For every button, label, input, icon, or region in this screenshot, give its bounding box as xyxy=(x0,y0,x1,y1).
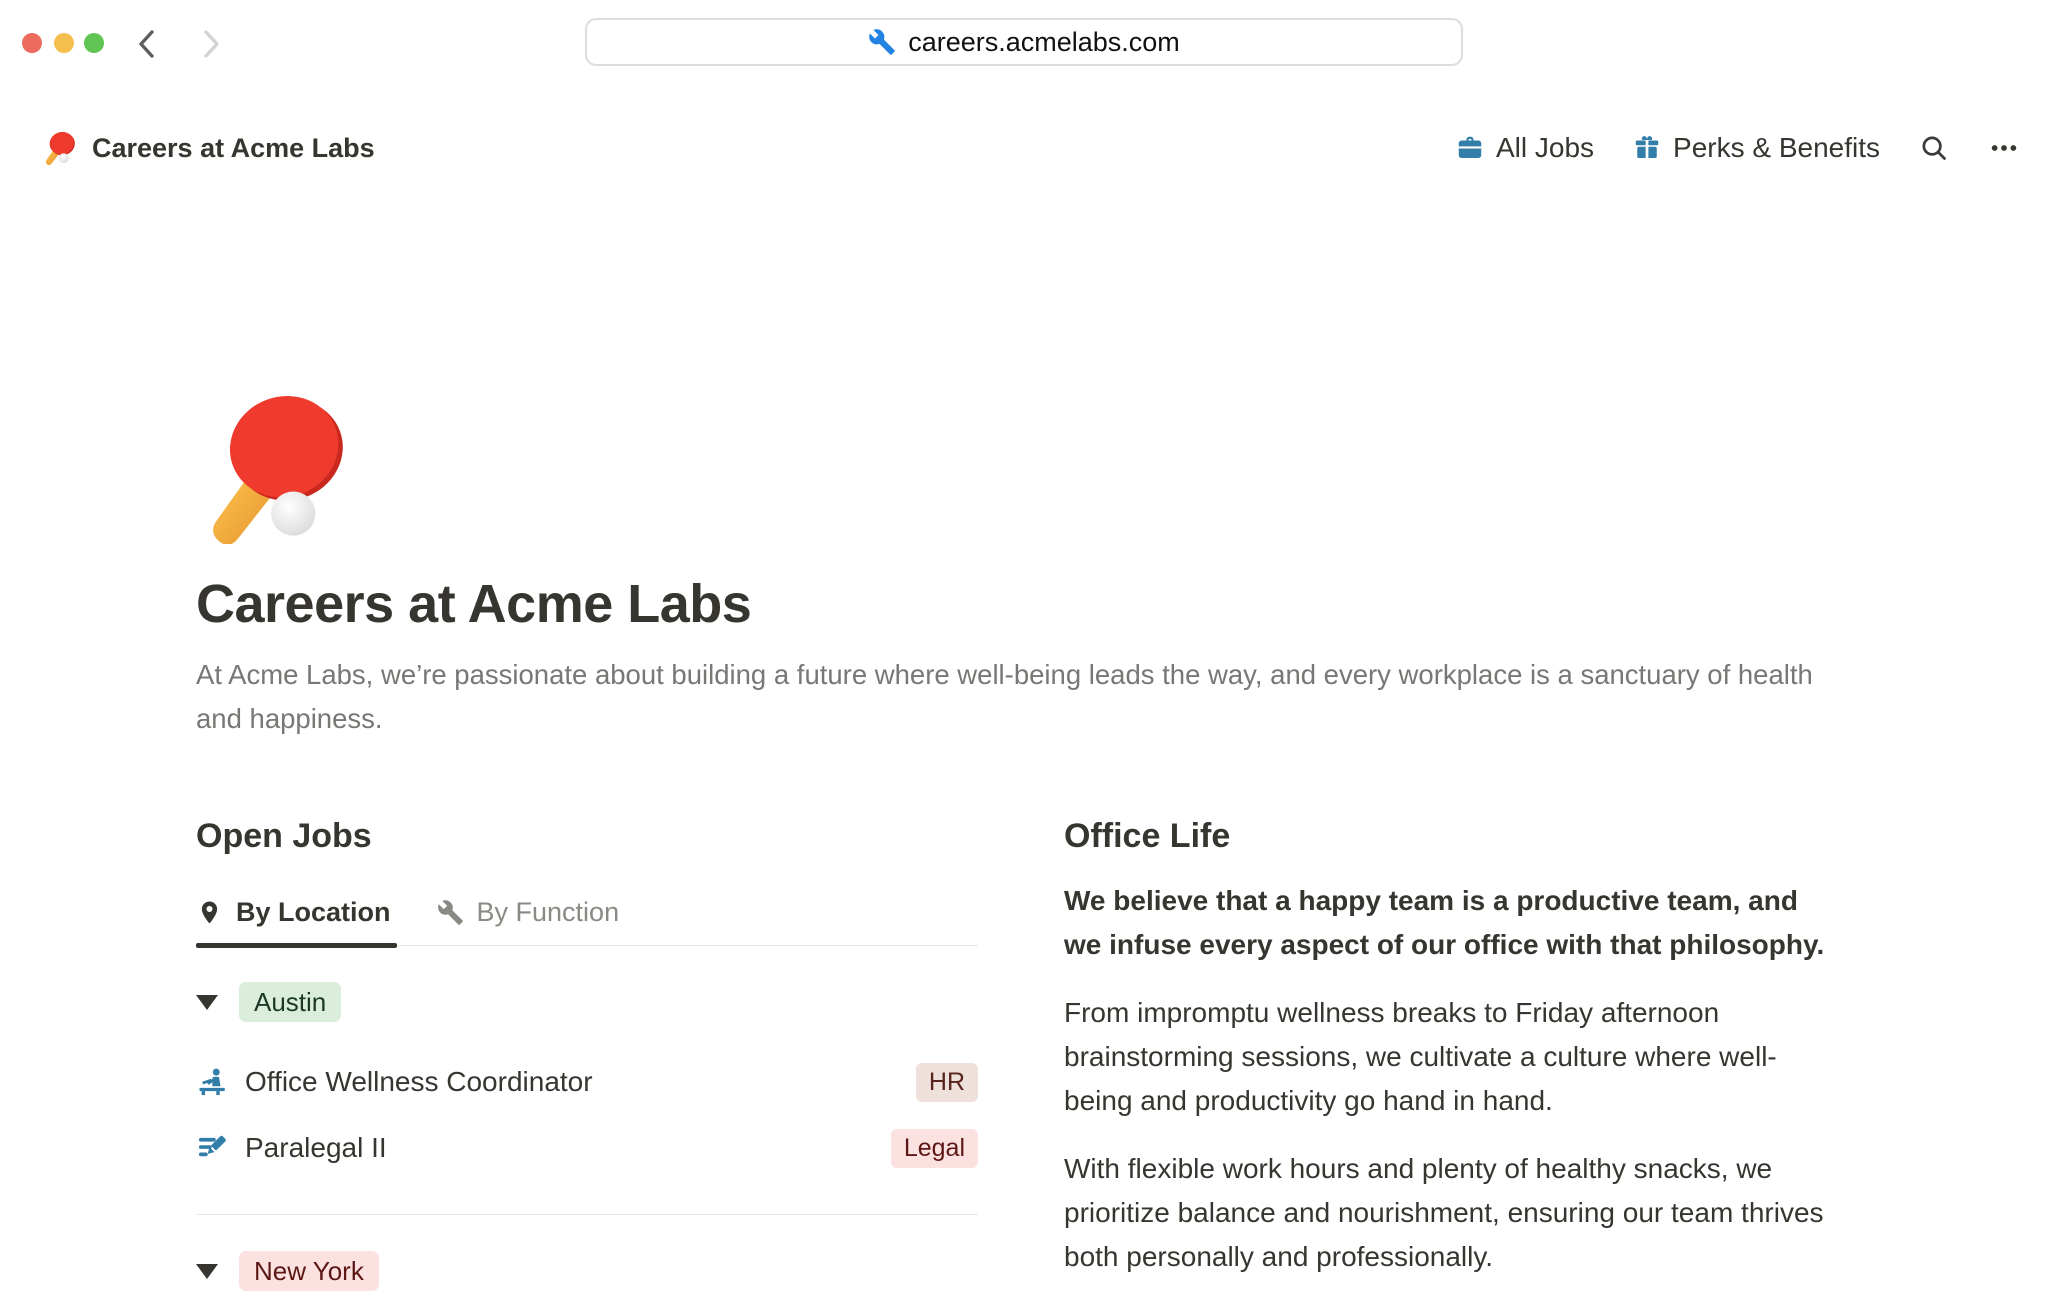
office-life-paragraph: With flexible work hours and plenty of healthy snacks, we prioritize balance and nourishment, ensuring our team thrives both personally and professionally. xyxy=(1064,1153,1824,1272)
browser-forward-button[interactable] xyxy=(196,28,226,60)
group-divider xyxy=(196,1214,978,1215)
office-life-paragraph: From impromptu wellness breaks to Friday afternoon brainstorming sessions, we cultivate a culture where well-being and productivity go hand in hand. xyxy=(1064,997,1777,1116)
job-title: Paralegal II xyxy=(245,1132,387,1163)
location-badge[interactable]: Austin xyxy=(239,982,341,1022)
page-description: At Acme Labs, we’re passionate about building a future where well-being leads the way, and every workplace is a sanctuary of health and happiness. xyxy=(196,659,1813,734)
nav-label: All Jobs xyxy=(1495,132,1595,163)
browser-back-button[interactable] xyxy=(132,28,162,60)
window-minimize-button[interactable] xyxy=(54,33,74,53)
ping-pong-paddle-icon xyxy=(42,131,76,165)
briefcase-icon xyxy=(1455,133,1485,163)
page-hero xyxy=(196,392,2048,741)
person-at-desk-icon xyxy=(196,1066,228,1098)
jobs-view-tabs xyxy=(196,897,978,946)
site-header xyxy=(0,124,2048,172)
ping-pong-paddle-emoji xyxy=(196,392,348,544)
content-columns xyxy=(196,815,2048,1291)
office-life-lead-paragraph: We believe that a happy team is a productive team, and we infuse every aspect of our office with that philosophy. xyxy=(1064,885,1825,960)
site-nav xyxy=(1455,132,2020,164)
job-tag: HR xyxy=(916,1063,978,1102)
job-title: Office Wellness Coordinator xyxy=(245,1066,593,1097)
office-life-heading: Office Life xyxy=(1064,817,1231,855)
location-badge[interactable]: New York xyxy=(239,1251,379,1291)
wrench-icon xyxy=(437,899,464,926)
tab-by-function[interactable] xyxy=(437,897,620,945)
collapse-toggle-icon[interactable] xyxy=(196,995,218,1010)
url-text: careers.acmelabs.com xyxy=(908,26,1180,57)
location-pin-icon xyxy=(196,899,223,926)
office-life-section xyxy=(1064,815,1842,1291)
nav-item-all-jobs[interactable] xyxy=(1455,132,1594,164)
location-group-new-york xyxy=(196,1251,978,1291)
address-bar[interactable] xyxy=(585,18,1463,66)
nav-item-perks-benefits[interactable] xyxy=(1632,132,1880,164)
tab-label: By Function xyxy=(476,897,620,927)
ellipsis-icon xyxy=(1989,133,2019,163)
job-tag: Legal xyxy=(891,1129,978,1168)
browser-toolbar xyxy=(0,0,2048,70)
tab-label: By Location xyxy=(236,897,391,927)
window-zoom-button[interactable] xyxy=(84,33,104,53)
job-row-paralegal-ii[interactable] xyxy=(196,1124,978,1172)
site-brand[interactable] xyxy=(42,131,375,165)
site-favicon-wrench-icon xyxy=(868,28,896,56)
compose-icon xyxy=(196,1132,228,1164)
nav-label: Perks & Benefits xyxy=(1673,132,1880,163)
collapse-toggle-icon[interactable] xyxy=(196,1264,218,1279)
search-button[interactable] xyxy=(1918,132,1950,164)
site-title: Careers at Acme Labs xyxy=(92,132,375,163)
gift-icon xyxy=(1632,133,1662,163)
job-row-office-wellness-coordinator[interactable] xyxy=(196,1058,978,1106)
location-group-austin xyxy=(196,982,978,1022)
search-icon xyxy=(1919,133,1949,163)
open-jobs-heading: Open Jobs xyxy=(196,817,372,855)
page-title: Careers at Acme Labs xyxy=(196,574,752,634)
tab-by-location[interactable] xyxy=(196,897,391,945)
open-jobs-section xyxy=(196,815,978,1291)
more-options-button[interactable] xyxy=(1988,132,2020,164)
window-close-button[interactable] xyxy=(22,33,42,53)
